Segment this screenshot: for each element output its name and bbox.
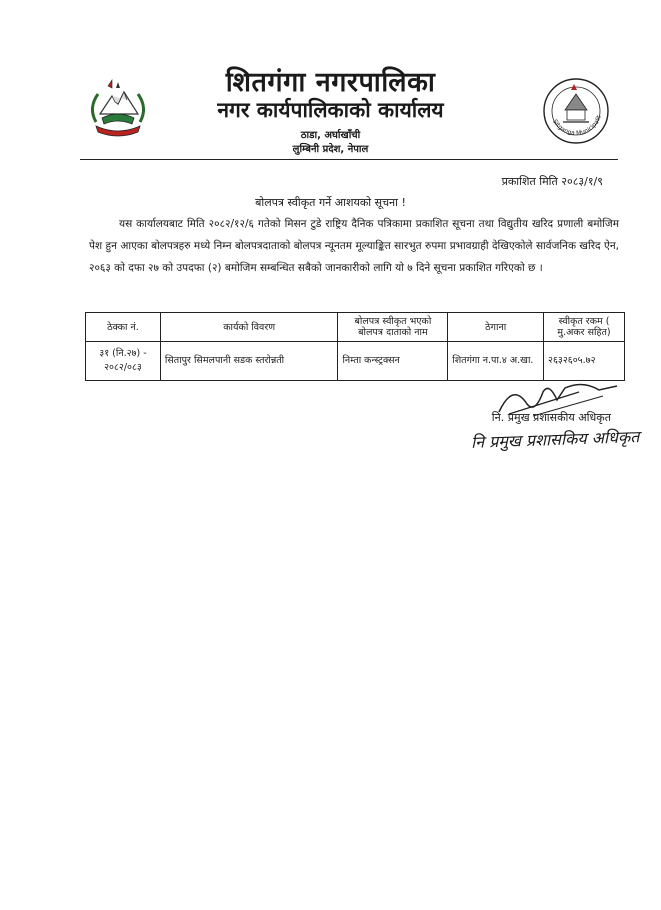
office-name-heading: नगर कार्यपालिकाको कार्यालय <box>217 98 444 122</box>
seal-text: Sitganga Municipalit <box>551 114 603 137</box>
header-address: ठेगाना <box>448 313 544 342</box>
header-contract-no: ठेक्का नं. <box>86 313 161 342</box>
cell-description: सितापुर सिमलपानी सडक स्तरोन्नती <box>160 342 338 381</box>
signatory-title-handwritten: नि प्रमुख प्रशासकिय अधिकृत <box>470 427 640 452</box>
notice-subject: बोलपत्र स्वीकृत गर्ने आशयको सूचना ! <box>255 196 406 209</box>
address-line-2: लुम्बिनी प्रदेश, नेपाल <box>292 144 369 155</box>
org-name-heading: शितगंगा नगरपालिका <box>225 67 436 98</box>
notice-body: यस कार्यालयबाट मिति २०८२/१२/६ गतेको मिसन टुडे राष्ट्रिय दैनिक पत्रिकामा प्रकाशित सूचना तथा विद्युतीय खरिद प्रणाली बमोजिम पेश हुन आएका बोलपत्रहरु मध्ये निम्न बोलपत्रदाताको बोलपत्र न्यूनतम मूल्याङ्कित सारभुत रुपमा प्रभावग्राही देखिएकोले सार्वजनिक खरिद ऐन, २०६३ को दफा २७ को उपदफा (२) बमोजिम सम्बन्धित सबैको जानकारीको लागि यो ७ दिने सूचना प्रकाशित गरिएको छ । <box>89 218 619 274</box>
table-row <box>86 342 625 381</box>
cell-address: शितगंगा न.पा.४ अ.खा. <box>448 342 544 381</box>
header-divider <box>80 159 618 160</box>
cell-amount: २६३२६०५.७२ <box>544 342 625 381</box>
approved-bid-table <box>85 312 625 381</box>
cell-bidder: निम्ता कन्स्ट्रक्सन <box>338 342 448 381</box>
signatory-title: नि. प्रमुख प्रशासकीय अधिकृत <box>491 411 611 424</box>
header-description: कार्यको विवरण <box>160 313 338 342</box>
address-line-1: ठाडा, अर्घाखाँची <box>300 130 361 141</box>
table-header-row <box>86 313 625 342</box>
published-date: प्रकाशित मिति २०८३/१/९ <box>501 175 603 188</box>
header-bidder: बोलपत्र स्वीकृत भएको बोलपत्र दाताको नाम <box>338 313 448 342</box>
header-amount: स्वीकृत रकम ( मु.अकर सहित) <box>544 313 625 342</box>
cell-contract-no: ३१ (नि.२७) - २०८२/०८३ <box>86 342 161 381</box>
